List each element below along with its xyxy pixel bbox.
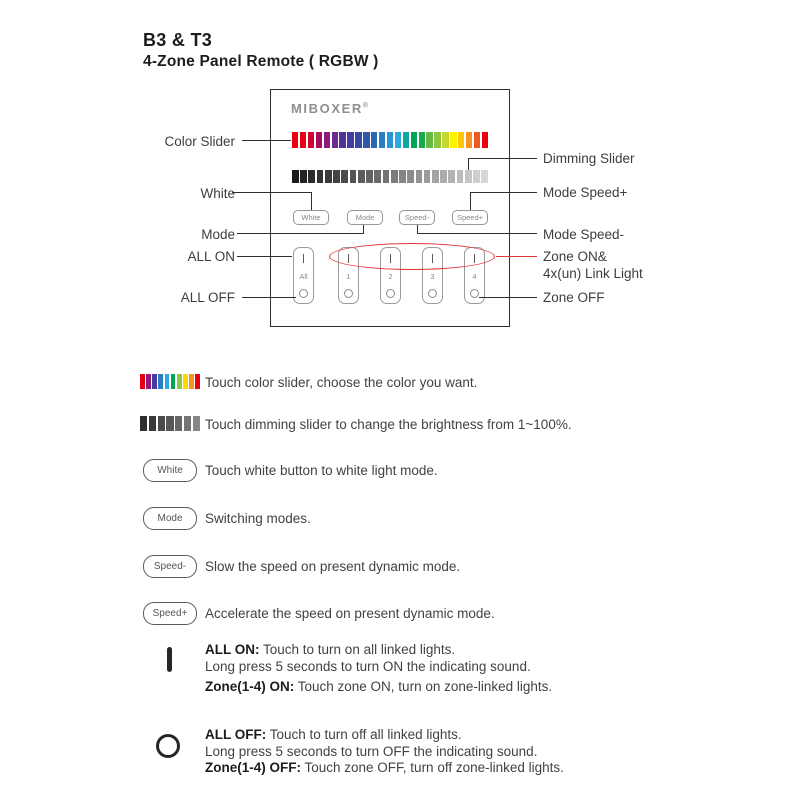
slider-segment <box>465 170 472 183</box>
all-on-line3-text: Touch zone ON, turn on zone-linked lights. <box>294 678 553 694</box>
legend-white-desc: Touch white button to white light mode. <box>205 463 438 478</box>
slider-segment <box>292 132 298 148</box>
slider-segment <box>300 170 307 183</box>
all-on-line3-bold: Zone(1-4) ON: <box>205 678 295 694</box>
legend-speed-minus-button: Speed- <box>143 555 197 578</box>
all-on-line1-bold: ALL ON: <box>205 642 260 657</box>
callout-line-color-slider <box>242 140 291 141</box>
slider-segment <box>407 170 414 183</box>
slider-segment <box>395 132 401 148</box>
callout-zone-on <box>543 248 643 282</box>
callout-color-slider: Color Slider <box>164 134 235 149</box>
slider-segment <box>339 132 345 148</box>
slider-segment <box>341 170 348 183</box>
legend-on-icon <box>167 647 172 672</box>
slider-segment <box>391 170 398 183</box>
slider-segment <box>317 170 324 183</box>
callout-all-on: ALL ON <box>187 249 235 264</box>
speed-plus-button: Speed+ <box>452 210 488 225</box>
page-title: B3 & T3 <box>143 30 213 50</box>
slider-segment <box>411 132 417 148</box>
callout-line-speed-minus-elbow <box>417 225 418 234</box>
callout-mode-speed-minus: Mode Speed- <box>543 227 625 242</box>
slider-segment <box>399 170 406 183</box>
slider-segment <box>308 170 315 183</box>
zone-label: 4 <box>472 271 477 281</box>
slider-segment <box>448 170 455 183</box>
slider-segment <box>424 170 431 183</box>
callout-dimming-slider: Dimming Slider <box>543 151 635 166</box>
all-off-line3-text: Touch zone OFF, turn off zone-linked lights. <box>301 760 564 775</box>
slider-segment <box>333 170 340 183</box>
callout-line-zone-on <box>496 256 537 257</box>
zone-label: 2 <box>388 271 393 281</box>
slider-segment <box>308 132 314 148</box>
color-slider <box>292 132 488 148</box>
slider-segment <box>355 132 361 148</box>
slider-segment <box>474 132 480 148</box>
legend-speed-plus-button: Speed+ <box>143 602 197 625</box>
slider-segment <box>481 170 488 183</box>
slider-segment <box>458 132 464 148</box>
zone-label: All <box>299 271 308 281</box>
all-off-line1 <box>205 727 564 744</box>
slider-segment <box>432 170 439 183</box>
slider-segment <box>434 132 440 148</box>
slider-segment <box>426 132 432 148</box>
slider-segment <box>184 416 191 431</box>
slider-segment <box>332 132 338 148</box>
all-on-line1 <box>205 642 552 659</box>
slider-segment <box>466 132 472 148</box>
remote-panel-diagram <box>270 89 510 327</box>
slider-segment <box>350 170 357 183</box>
callout-line-mode <box>237 233 364 234</box>
slider-segment <box>292 170 299 183</box>
callout-line-white <box>232 192 312 193</box>
zone-off-mark <box>386 289 395 298</box>
legend-all-on-block <box>205 642 552 695</box>
callout-line-all-off <box>242 297 296 298</box>
registered-mark: ® <box>362 102 369 110</box>
brand-text: MIBOXER <box>291 101 363 116</box>
slider-segment <box>416 170 423 183</box>
slider-segment <box>158 374 163 389</box>
slider-segment <box>383 170 390 183</box>
slider-segment <box>193 416 200 431</box>
slider-segment <box>419 132 425 148</box>
callout-line-zone-off <box>479 297 537 298</box>
legend-white-button: White <box>143 459 197 482</box>
speed-minus-button: Speed- <box>399 210 435 225</box>
slider-segment <box>175 416 182 431</box>
slider-segment <box>366 170 373 183</box>
legend-off-icon <box>156 734 180 758</box>
slider-segment <box>450 132 456 148</box>
slider-segment <box>165 374 170 389</box>
slider-segment <box>403 132 409 148</box>
all-on-line1-text: Touch to turn on all linked lights. <box>259 642 456 657</box>
all-off-line2: Long press 5 seconds to turn OFF the indicating sound. <box>205 743 538 759</box>
slider-segment <box>482 132 488 148</box>
callout-mode: Mode <box>201 227 235 242</box>
legend-dimming-slider-desc: Touch dimming slider to change the brightness from 1~100%. <box>205 417 572 432</box>
slider-segment <box>316 132 322 148</box>
slider-segment <box>324 132 330 148</box>
slider-segment <box>171 374 176 389</box>
callout-line-speed-plus-elbow <box>470 192 471 210</box>
legend-color-slider-desc: Touch color slider, choose the color you want. <box>205 375 478 390</box>
legend-mode-desc: Switching modes. <box>205 511 311 526</box>
all-off-line1-text: Touch to turn off all linked lights. <box>266 727 462 742</box>
callout-zone-on-line1: Zone ON& <box>543 249 607 264</box>
slider-segment <box>325 170 332 183</box>
zone-off-mark <box>470 289 479 298</box>
slider-segment <box>189 374 194 389</box>
slider-segment <box>140 374 145 389</box>
zone-button-all <box>293 247 314 304</box>
callout-line-mode-elbow <box>363 225 364 234</box>
legend-dimming-slider-icon <box>140 416 200 431</box>
white-button: White <box>293 210 329 225</box>
dimming-slider <box>292 170 488 183</box>
page-subtitle: 4-Zone Panel Remote ( RGBW ) <box>143 53 379 70</box>
all-on-line3 <box>205 679 552 696</box>
zone-label: 1 <box>346 271 351 281</box>
zone-on-mark <box>303 254 305 263</box>
callout-zone-off: Zone OFF <box>543 290 605 305</box>
slider-segment <box>183 374 188 389</box>
all-on-line2: Long press 5 seconds to turn ON the indicating sound. <box>205 658 531 674</box>
callout-line-dimming <box>468 158 537 159</box>
callout-mode-speed-plus: Mode Speed+ <box>543 185 628 200</box>
callout-all-off: ALL OFF <box>180 290 235 305</box>
slider-segment <box>158 416 165 431</box>
legend-all-off-block <box>205 727 564 777</box>
brand-logo <box>291 101 368 116</box>
callout-zone-on-line2: 4x(un) Link Light <box>543 266 643 281</box>
all-off-line3-bold: Zone(1-4) OFF: <box>205 760 301 775</box>
slider-segment <box>371 132 377 148</box>
slider-segment <box>363 132 369 148</box>
slider-segment <box>149 416 156 431</box>
zone-off-mark <box>344 289 353 298</box>
callout-line-white-elbow <box>311 192 312 210</box>
slider-segment <box>300 132 306 148</box>
zone-off-mark <box>299 289 308 298</box>
legend-speed-plus-desc: Accelerate the speed on present dynamic mode. <box>205 606 495 621</box>
slider-segment <box>347 132 353 148</box>
zone-label: 3 <box>430 271 435 281</box>
all-off-line1-bold: ALL OFF: <box>205 727 267 742</box>
slider-segment <box>374 170 381 183</box>
slider-segment <box>473 170 480 183</box>
all-off-line3 <box>205 760 564 777</box>
callout-line-speed-minus <box>417 233 537 234</box>
slider-segment <box>152 374 157 389</box>
slider-segment <box>457 170 464 183</box>
callout-white: White <box>200 186 235 201</box>
zone-off-mark <box>428 289 437 298</box>
legend-color-slider-icon <box>140 374 200 389</box>
legend-mode-button: Mode <box>143 507 197 530</box>
callout-line-speed-plus <box>470 192 537 193</box>
slider-segment <box>166 416 173 431</box>
slider-segment <box>146 374 151 389</box>
zone-on-highlight-ellipse <box>329 243 495 270</box>
slider-segment <box>358 170 365 183</box>
slider-segment <box>442 132 448 148</box>
callout-line-all-on <box>237 256 292 257</box>
slider-segment <box>387 132 393 148</box>
legend-speed-minus-desc: Slow the speed on present dynamic mode. <box>205 559 461 574</box>
slider-segment <box>177 374 182 389</box>
slider-segment <box>379 132 385 148</box>
slider-segment <box>195 374 200 389</box>
mode-button: Mode <box>347 210 383 225</box>
slider-segment <box>440 170 447 183</box>
slider-segment <box>140 416 147 431</box>
callout-line-dimming-elbow <box>468 158 469 170</box>
